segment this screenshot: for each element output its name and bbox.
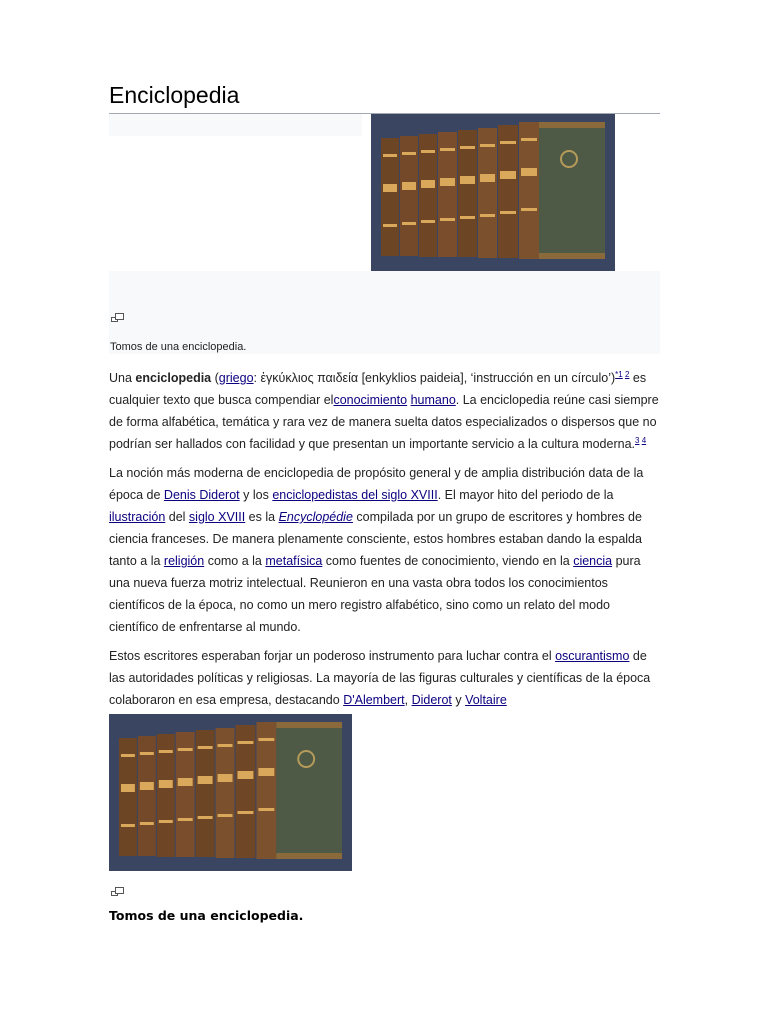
ref-1[interactable]: *1 <box>615 369 623 379</box>
link-humano[interactable]: humano <box>410 393 456 407</box>
link-dalembert[interactable]: D'Alembert <box>343 693 405 707</box>
link-conocimiento[interactable]: conocimiento <box>333 393 408 407</box>
link-enciclopedistas[interactable]: enciclopedistas del siglo XVIII <box>272 488 438 502</box>
figure-caption-bottom: Tomos de una enciclopedia. <box>109 908 304 923</box>
ref-4[interactable]: 4 <box>641 435 647 445</box>
link-denis-diderot[interactable]: Denis Diderot <box>163 488 240 502</box>
books-illustration <box>371 114 615 271</box>
paragraph-writers: Estos escritores esperaban forjar un poderoso instrumento para luchar contra el oscurantismo de las autoridades políticas y religiosas. La mayoría de las figuras culturales y científicas de la época colaboraron en esa empresa, destacando D'Alembert, Diderot y Voltaire <box>109 649 651 707</box>
ref-2[interactable]: 2 <box>624 369 630 379</box>
paragraph-intro: Una enciclopedia (griego: ἐγκύκλιος παιδεία [enkyklios paideia], ‘instrucción en un círculo’)$^{*1 2}$ es cualquier texto que busca compendiar elconocimiento humano. La enciclopedia reúne casi siempre de forma alfabética, temática y rara vez de manera suelta datos especializados o dispersos que no podrían ser hallados con facilidad y que presentan un importante servicio a la cultura moderna.$^{3 4}$ <box>109 369 659 451</box>
link-ilustracion[interactable]: ilustración <box>109 510 166 524</box>
encyclopedia-volumes-photo[interactable] <box>371 114 615 271</box>
link-griego[interactable]: griego <box>218 371 254 385</box>
link-ciencia[interactable]: ciencia <box>573 554 613 568</box>
link-encyclopedie[interactable]: Encyclopédie <box>278 510 353 524</box>
magnify-clip-icon[interactable] <box>111 313 124 323</box>
encyclopedia-volumes-photo-bottom[interactable] <box>109 714 352 871</box>
infobox-top-strip <box>109 114 362 136</box>
ref-3[interactable]: 3 <box>635 435 640 445</box>
paragraph-history: La noción más moderna de enciclopedia de propósito general y de amplia distribución data de la época de Denis Diderot y los enciclopedistas del siglo XVIII. El mayor hito del periodo de la ilustración del siglo XVIII es la Encyclopédie compilada por un grupo de escritores y hombres de ciencia franceses. De manera plenamente consciente, estos hombres estaban dando la espalda tanto a la religión como a la metafísica como fuentes de conocimiento, viendo en la ciencia pura una nueva fuerza motriz intelectual. Reunieron en una vasta obra todos los conocimientos científicos de la época, no como un mero registro alfabético, sino como un relato del modo científico de enfrentarse al mundo. <box>109 466 644 634</box>
link-metafisica[interactable]: metafísica <box>265 554 323 568</box>
link-religion[interactable]: religión <box>163 554 205 568</box>
magnify-clip-icon-bottom[interactable] <box>111 887 124 897</box>
link-siglo-xviii[interactable]: siglo XVIII <box>188 510 246 524</box>
link-oscurantismo[interactable]: oscurantismo <box>555 649 630 663</box>
link-voltaire[interactable]: Voltaire <box>465 693 507 707</box>
page-title: Enciclopedia <box>109 82 240 108</box>
figure-caption-top: Tomos de una enciclopedia. <box>110 341 247 353</box>
link-diderot[interactable]: Diderot <box>411 693 452 707</box>
bold-term: enciclopedia <box>135 371 212 385</box>
books-illustration-bottom <box>109 714 352 871</box>
